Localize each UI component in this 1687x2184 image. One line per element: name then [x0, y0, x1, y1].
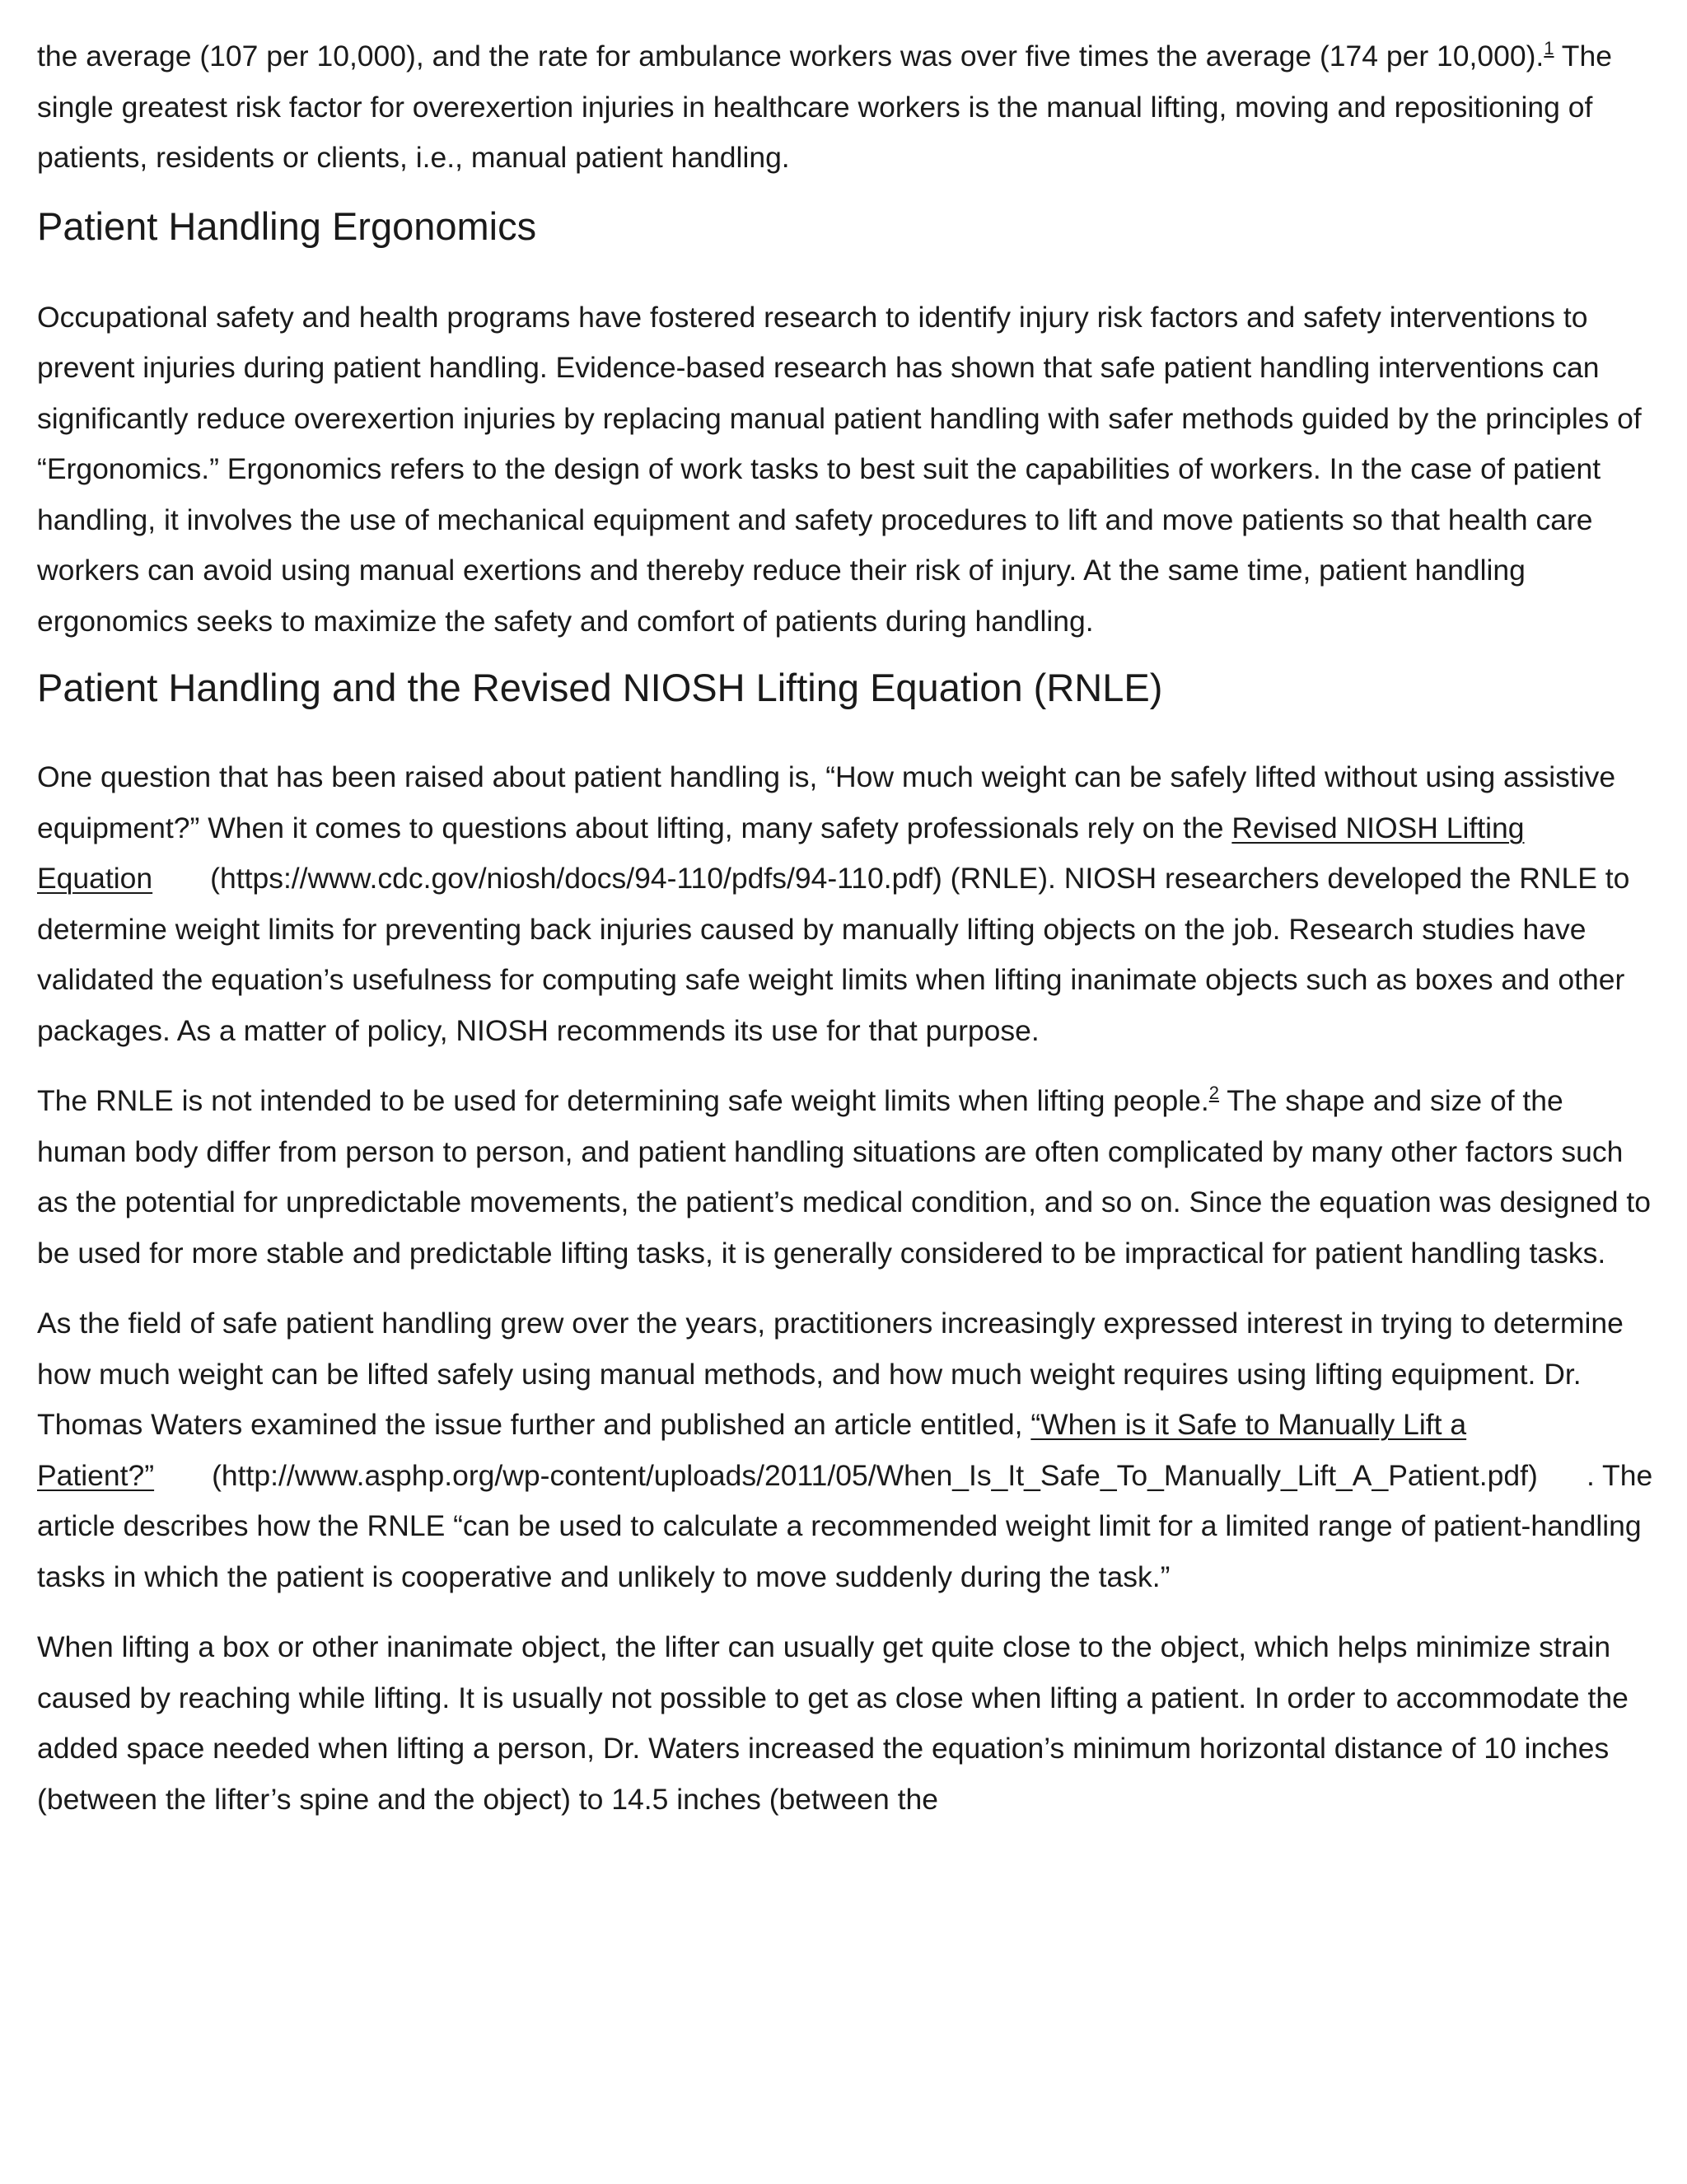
- rnle-p1-text-b: (RNLE). NIOSH researchers developed the RNLE to determine weight limits for preventing back injuries caused by manually lifting objects on the job. Research studies have validated the equation’s usefulness for computing safe weight limits when lifting inanimate objects such as boxes and other packages. As a matter of policy, NIOSH recommends its use for that purpose.: [37, 862, 1630, 1047]
- rnle-paragraph-3: [37, 1298, 1661, 1602]
- footnote-ref-2[interactable]: [1209, 1083, 1219, 1103]
- ergonomics-paragraph: Occupational safety and health programs have fostered research to identify injury risk factors and safety interventions to prevent injuries during patient handling. Evidence-based research has shown that safe patient handling interventions can significantly reduce overexertion injuries by replacing manual patient handling with safer methods guided by the principles of “Ergonomics.” Ergonomics refers to the design of work tasks to best suit the capabilities of workers. In the case of patient handling, it involves the use of mechanical equipment and safety procedures to lift and move patients so that health care workers can avoid using manual exertions and thereby reduce their risk of injury. At the same time, patient handling ergonomics seeks to maximize the safety and comfort of patients during handling.: [37, 300, 1642, 638]
- asphp-pdf-url: (http://www.asphp.org/wp-content/uploads/2011/05/When_Is_It_Safe_To_Manually_Lift_A_Patient.pdf): [212, 1458, 1538, 1492]
- revised-niosh-lifting-equation-link[interactable]: Revised NIOSH Lifting Equation: [37, 811, 1525, 895]
- rnle-p2-text-a: The RNLE is not intended to be used for determining safe weight limits when lifting people.: [37, 1084, 1209, 1117]
- intro-text-a: the average (107 per 10,000), and the rate for ambulance workers was over five times the average (174 per 10,000).: [37, 40, 1544, 72]
- rnle-pdf-url: (https://www.cdc.gov/niosh/docs/94-110/pdfs/94-110.pdf): [210, 862, 942, 895]
- footnote-link-2[interactable]: 2: [1208, 1083, 1220, 1103]
- heading-rnle: Patient Handling and the Revised NIOSH Lifting Equation (RNLE): [37, 666, 1163, 709]
- rnle-paragraph-4: When lifting a box or other inanimate object, the lifter can usually get quite close to the object, which helps minimize strain caused by reaching while lifting. It is usually not possible to get as close when lifting a patient. In order to accommodate the added space needed when lifting a person, Dr. Waters increased the equation’s minimum horizontal distance of 10 inches (between the lifter’s spine and the object) to 14.5 inches (between the: [37, 1630, 1629, 1816]
- rnle-p1-text-a: One question that has been raised about patient handling is, “How much weight can be safely lifted without using assistive equipment?” When it comes to questions about lifting, many safety professionals rely on the: [37, 760, 1616, 844]
- footnote-ref-1[interactable]: [1544, 38, 1554, 58]
- footnote-link-1[interactable]: 1: [1544, 38, 1554, 58]
- intro-text-b: The single greatest risk factor for overexertion injuries in healthcare workers is the manual lifting, moving and repositioning of patients, residents or clients, i.e., manual patient handling.: [37, 40, 1612, 174]
- rnle-paragraph-2: [37, 1076, 1656, 1279]
- heading-patient-handling-ergonomics: Patient Handling Ergonomics: [37, 203, 537, 248]
- when-is-it-safe-article-link[interactable]: “When is it Safe to Manually Lift a Patient?”: [37, 1408, 1467, 1492]
- rnle-p3-text-a: As the field of safe patient handling grew over the years, practitioners increasingly expressed interest in trying to determine how much weight can be lifted safely using manual methods, and how much weight requires using lifting equipment. Dr. Thomas Waters examined the issue further and published an article entitled,: [37, 1307, 1624, 1441]
- rnle-paragraph-1: [37, 752, 1656, 1056]
- document-page: [37, 31, 1661, 1825]
- rnle-p3-text-b: . The article describes how the RNLE “can be used to calculate a recommended weight limit for a limited range of patient-handling tasks in which the patient is cooperative and unlikely to move suddenly during the task.”: [37, 1458, 1661, 1593]
- rnle-p2-text-b: The shape and size of the human body differ from person to person, and patient handling situations are often complicated by many other factors such as the potential for unpredictable movements, the patient’s medical condition, and so on. Since the equation was designed to be used for more stable and predictable lifting tasks, it is generally considered to be impractical for patient handling tasks.: [37, 1084, 1652, 1270]
- intro-paragraph: [37, 31, 1656, 184]
